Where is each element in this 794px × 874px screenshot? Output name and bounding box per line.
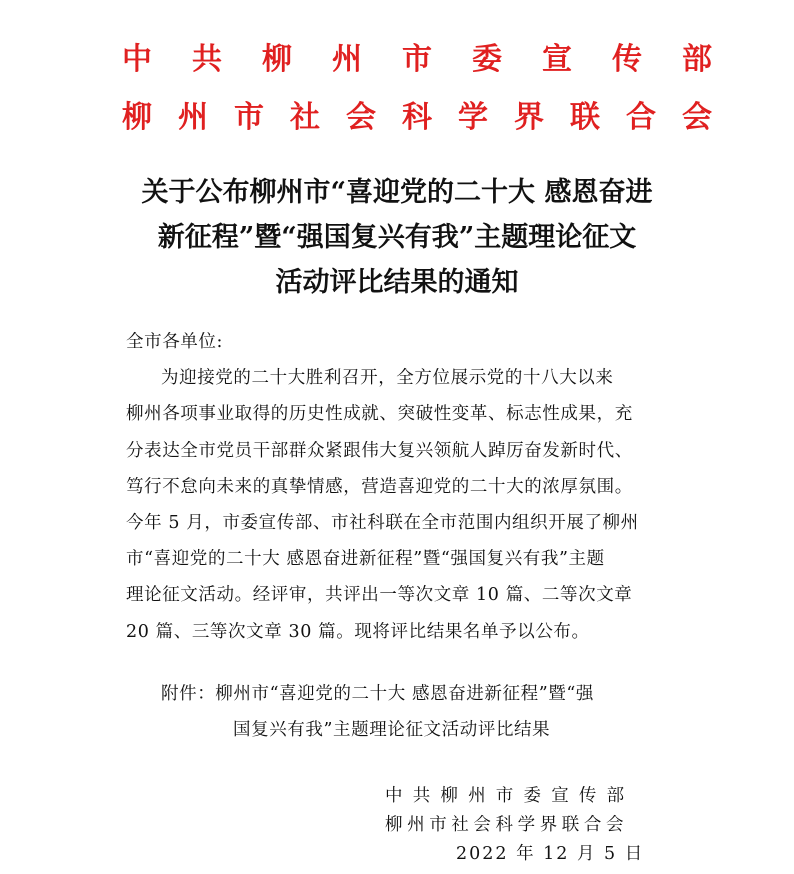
header-char: 传 — [612, 42, 642, 77]
document-title — [100, 170, 694, 305]
header-char: 部 — [682, 42, 712, 77]
header-char: 柳 — [262, 42, 292, 77]
header-char: 柳 — [122, 100, 152, 135]
header-char: 市 — [402, 42, 432, 77]
header-char: 联 — [570, 100, 600, 135]
header-char: 共 — [192, 42, 222, 77]
header-char: 科 — [402, 100, 432, 135]
salutation: 全市各单位: — [126, 332, 223, 352]
issuer-header-line-2 — [122, 100, 712, 136]
issuer-header-line-1 — [122, 42, 712, 78]
body-line: 市“喜迎党的二十大 感恩奋进新征程”暨“强国复兴有我”主题 — [126, 549, 605, 570]
header-char: 中 — [122, 42, 152, 77]
header-char: 州 — [178, 100, 208, 135]
document-body — [126, 324, 706, 650]
attachment-line: 附件：柳州市“喜迎党的二十大 感恩奋进新征程”暨“强 — [161, 684, 595, 704]
header-char: 会 — [346, 100, 376, 135]
header-char: 宣 — [542, 42, 572, 77]
body-line: 理论征文活动。经评审，共评出一等次文章 10 篇、二等次文章 — [126, 585, 633, 606]
signature-org-2: 柳州市社会科学界联合会 — [385, 815, 629, 835]
body-line: 20 篇、三等次文章 30 篇。现将评比结果名单予以公布。 — [126, 621, 590, 642]
body-line: 分表达全市党员干部群众紧跟伟大复兴领航人踔厉奋发新时代、 — [126, 440, 633, 461]
signature-date: 2022 年 12 月 5 日 — [456, 844, 645, 864]
title-line: 活动评比结果的通知 — [275, 267, 519, 298]
header-char: 委 — [472, 42, 502, 77]
header-char: 合 — [626, 100, 656, 135]
header-char: 州 — [332, 42, 362, 77]
header-char: 学 — [458, 100, 488, 135]
signature-org-1: 中共柳州市委宣传部 — [385, 786, 635, 806]
title-line: 关于公布柳州市“喜迎党的二十大 感恩奋进 — [141, 177, 653, 208]
attachment-note — [126, 676, 706, 748]
body-line: 为迎接党的二十大胜利召开，全方位展示党的十八大以来 — [161, 368, 614, 389]
body-line: 柳州各项事业取得的历史性成就、突破性变革、标志性成果，充 — [126, 404, 633, 425]
header-char: 界 — [514, 100, 544, 135]
title-line: 新征程”暨“强国复兴有我”主题理论征文 — [157, 222, 637, 253]
body-line: 今年 5 月，市委宣传部、市社科联在全市范围内组织开展了柳州 — [126, 513, 639, 534]
attachment-line: 国复兴有我”主题理论征文活动评比结果 — [233, 720, 551, 740]
body-line: 笃行不怠向未来的真挚情感，营造喜迎党的二十大的浓厚氛围。 — [126, 476, 633, 497]
header-char: 市 — [234, 100, 264, 135]
header-char: 会 — [682, 100, 712, 135]
header-char: 社 — [290, 100, 320, 135]
